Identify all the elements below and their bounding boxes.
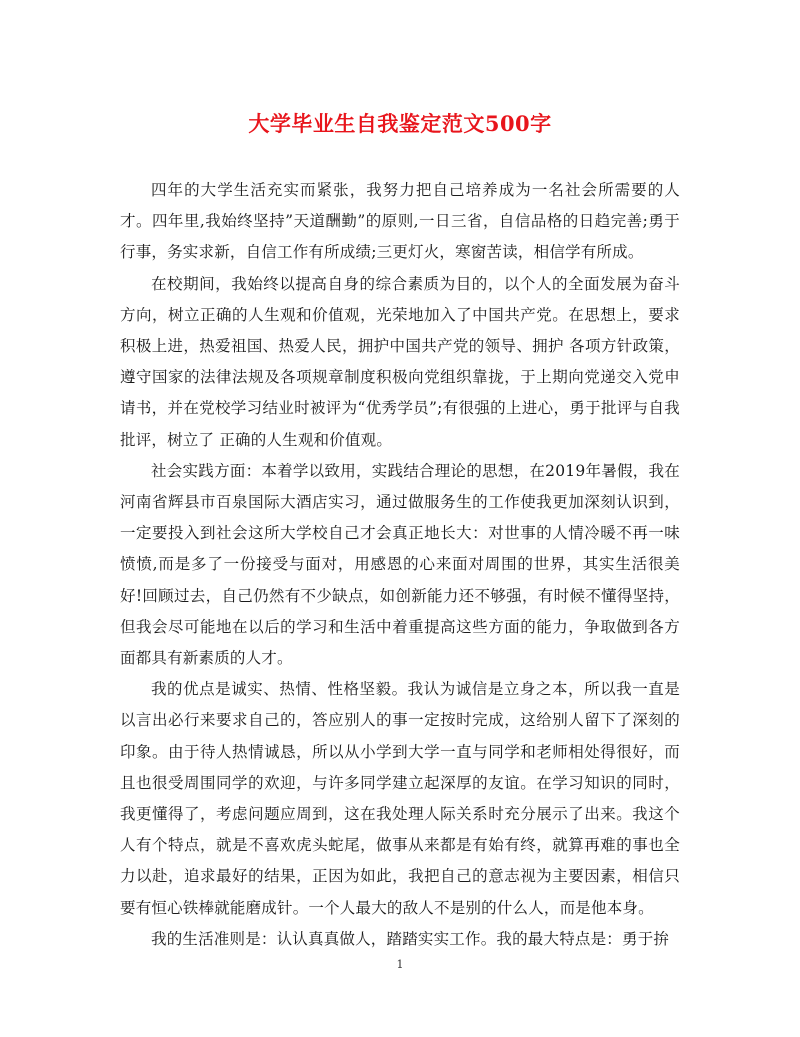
paragraph-social-practice: 社会实践方面：本着学以致用，实践结合理论的思想，在2019年暑假，我在河南省辉县市百泉国际大酒店实习，通过做服务生的工作使我更加深刻认识到，一定要投入到社会这所大学校自己才会真正地长大：对世事的人情冷暖不再一味愤愤,而是多了一份接受与面对，用感恩的心来面对周围的世界，其实生活很美好!回顾过去，自己仍然有不少缺点，如创新能力还不够强，有时候不懂得坚持，但我会尽可能地在以后的学习和生活中着重提高这些方面的能力，争取做到各方面都具有新素质的人才。 bbox=[120, 461, 680, 668]
page-number: 1 bbox=[396, 958, 404, 971]
paragraph-life-principles: 我的生活准则是：认认真真做人，踏踏实实工作。我的最大特点是：勇于拚 bbox=[151, 929, 670, 948]
paragraph-school-period: 在校期间，我始终以提高自身的综合素质为目的，以个人的全面发展为奋斗方向，树立正确的人生观和价值观，光荣地加入了中国共产党。在思想上，要求积极上进，热爱祖国、热爱人民，拥护中国共产党的领导、拥护 各项方针政策，遵守国家的法律法规及各项规章制度积极向党组织靠拢，于上期向党递交入党申请书，并在党校学习结业时被评为“优秀学员”;有很强的上进心，勇于批评与自我批评，树立了 正确的人生观和价值观。 bbox=[120, 274, 680, 449]
paragraph-intro: 四年的大学生活充实而紧张，我努力把自己培养成为一名社会所需要的人才。四年里,我始终坚持”天道酬勤”的原则,一日三省，自信品格的日趋完善;勇于行事，务实求新，自信工作有所成绩;三更灯火，寒窗苦读，相信学有所成。 bbox=[120, 181, 680, 262]
paragraph-strengths: 我的优点是诚实、热情、性格坚毅。我认为诚信是立身之本，所以我一直是以言出必行来要求自己的，答应别人的事一定按时完成，这给别人留下了深刻的印象。由于待人热情诚恳，所以从小学到大学一直与同学和老师相处得很好，而且也很受周围同学的欢迎，与许多同学建立起深厚的友谊。在学习知识的同时，我更懂得了，考虑问题应周到，这在我处理人际关系时充分展示了出来。我这个人有个特点，就是不喜欢虎头蛇尾，做事从来都是有始有终，就算再难的事也全力以赴，追求最好的结果，正因为如此，我把自己的意志视为主要因素，相信只要有恒心铁棒就能磨成针。一个人最大的敌人不是别的什么人，而是他本身。 bbox=[120, 680, 680, 917]
document-title: 大学毕业生自我鉴定范文500字 bbox=[248, 111, 552, 136]
document-body bbox=[120, 175, 680, 955]
